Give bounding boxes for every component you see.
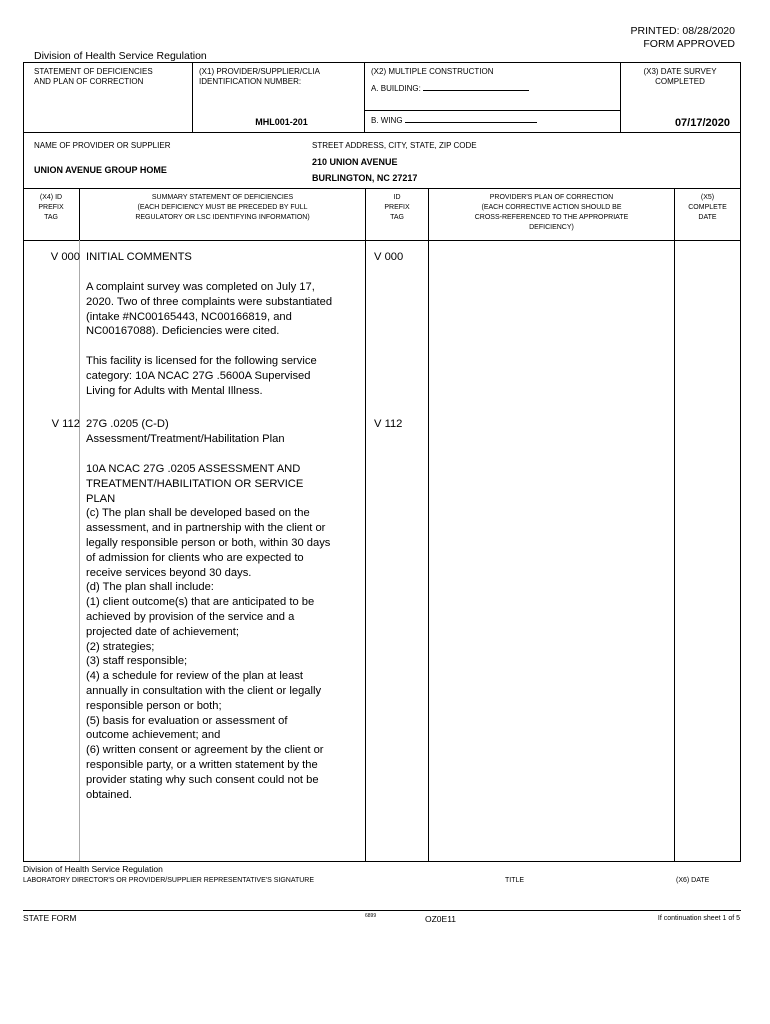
x2-label: (X2) MULTIPLE CONSTRUCTION [371, 67, 494, 76]
building-field [423, 82, 529, 91]
entry-id-tag: V 112 [374, 418, 403, 430]
entry-paragraph: A complaint survey was completed on July 17, 2020. Two of three complaints were substantiated (intake #NC00165443, NC00166819, and NC00167088). Deficiencies were cited. [86, 281, 333, 338]
address-label: STREET ADDRESS, CITY, STATE, ZIP CODE [312, 141, 477, 150]
footer-rule [23, 910, 741, 911]
col-plan-header: PROVIDER'S PLAN OF CORRECTION (EACH CORRECTIVE ACTION SHOULD BE CROSS-REFERENCED TO THE APPROPRIATE DEFICIENCY) [474, 194, 629, 231]
provider-label: NAME OF PROVIDER OR SUPPLIER [34, 141, 171, 150]
address-line1: 210 UNION AVENUE [312, 157, 398, 167]
col-x5-header: (X5) COMPLETE DATE [688, 194, 727, 221]
entry-heading: INITIAL COMMENTS [86, 251, 192, 263]
building-row [371, 82, 529, 94]
address-line2: BURLINGTON, NC 27217 [312, 173, 418, 183]
x6-date-label: (X6) DATE [676, 877, 710, 884]
provider-name: UNION AVENUE GROUP HOME [34, 165, 167, 175]
wing-label: B. WING [371, 116, 403, 125]
entry-id-tag: V 000 [374, 251, 404, 263]
agency-header: Division of Health Service Regulation [34, 50, 207, 62]
building-label: A. BUILDING: [371, 84, 421, 93]
entry-tag: V 112 [51, 418, 80, 430]
col-id-header: ID PREFIX TAG [384, 194, 410, 221]
state-form-label: STATE FORM [23, 913, 77, 923]
col-summary-header: SUMMARY STATEMENT OF DEFICIENCIES (EACH DEFICIENCY MUST BE PRECEDED BY FULL REGULATORY OR LSC IDENTIFYING INFORMATION) [135, 194, 310, 221]
signature-label: LABORATORY DIRECTOR'S OR PROVIDER/SUPPLIER REPRESENTATIVE'S SIGNATURE [23, 877, 315, 884]
provider-id-value: MHL001-201 [255, 117, 308, 127]
col-x4-header: (X4) ID PREFIX TAG [38, 194, 64, 221]
printed-date: PRINTED: 08/28/2020 [630, 25, 735, 37]
x1-label: (X1) PROVIDER/SUPPLIER/CLIA IDENTIFICATION NUMBER: [199, 67, 320, 86]
entry-tag: V 000 [50, 251, 80, 263]
entry-paragraph: This facility is licensed for the following service category: 10A NCAC 27G .5600A Supervised Living for Adults with Mental Illness. [86, 355, 317, 397]
form-approved: FORM APPROVED [643, 38, 735, 50]
entry-paragraph: 10A NCAC 27G .0205 ASSESSMENT AND TREATMENT/HABILITATION OR SERVICE PLAN (c) The plan shall be developed based on the assessment, and in partnership with the client or legally responsible person or both, within 30 days of admission for clients who are expected to receive services beyond 30 days. (d) The plan shall include: (1) client outcome(s) that are anticipated to be achieved by provision of the service and a projected date of achievement; (2) strategies; (3) staff responsible; (4) a schedule for review of the plan at least annually in consultation with the client or legally responsible person or both; (5) basis for evaluation or assessment of outcome achievement; and (6) written consent or agreement by the client or responsible party, or a written statement by the provider stating why such consent could not be obtained. [86, 463, 331, 801]
event-id: OZ0E11 [425, 914, 457, 924]
title-label: TITLE [505, 877, 525, 884]
survey-date-value: 07/17/2020 [674, 117, 730, 129]
entry-heading: 27G .0205 (C-D) Assessment/Treatment/Habilitation Plan [86, 418, 285, 445]
wing-row [371, 114, 537, 126]
form-code: 6899 [365, 913, 377, 919]
x3-label: (X3) DATE SURVEY COMPLETED [643, 67, 717, 86]
continuation-label: If continuation sheet 1 of 5 [657, 915, 740, 922]
footer-agency: Division of Health Service Regulation [23, 864, 163, 874]
statement-label: STATEMENT OF DEFICIENCIES AND PLAN OF CORRECTION [34, 67, 153, 86]
wing-field [405, 114, 537, 123]
